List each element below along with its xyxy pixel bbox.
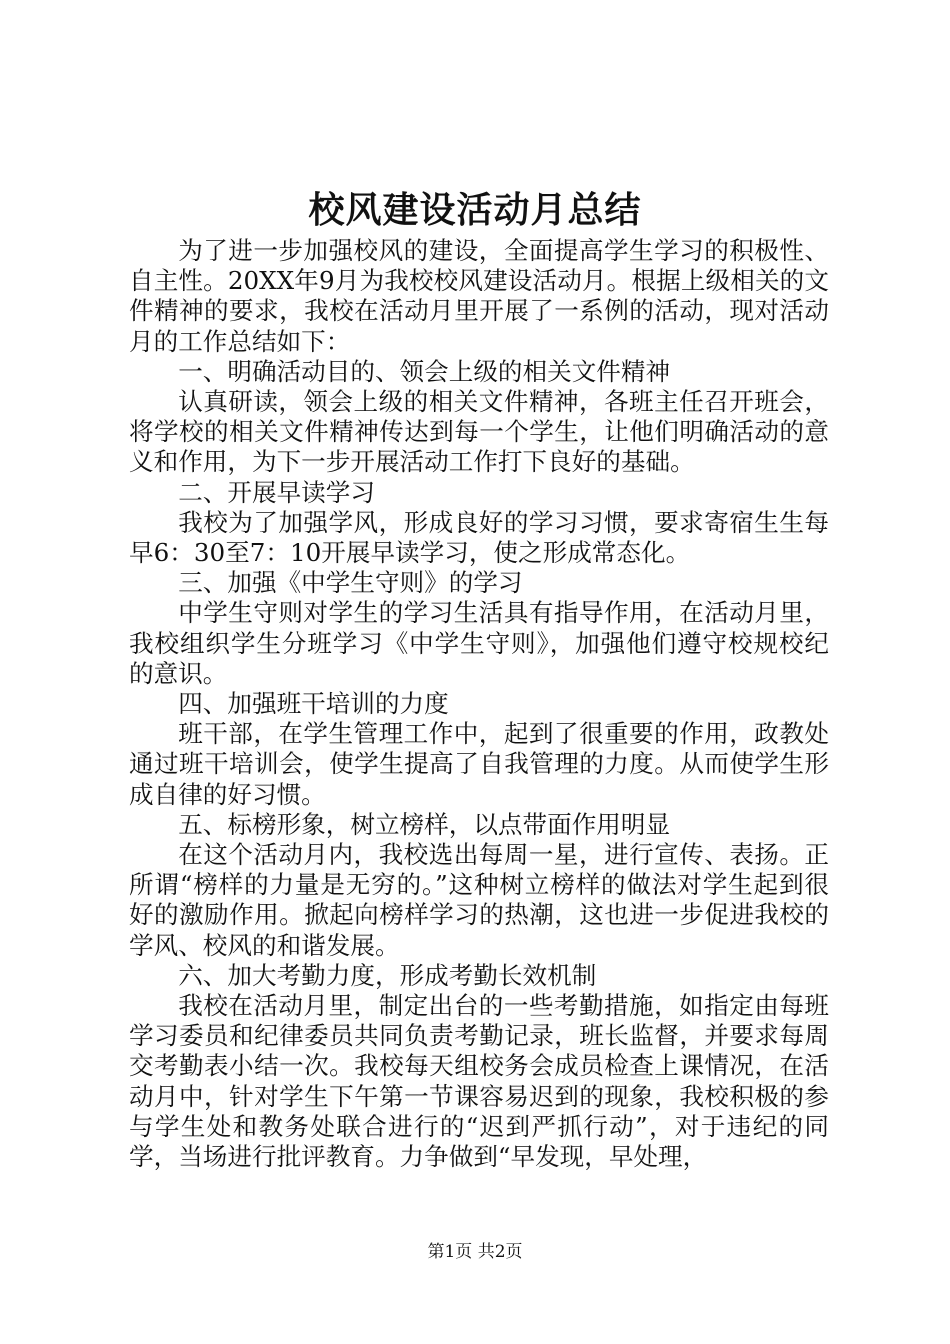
section-heading-4: 四、加强班干培训的力度 [178,689,449,719]
paragraph-1: 认真研读，领会上级的相关文件精神，各班主任召开班会，将学校的相关文件精神传达到每一个学生，让他们明确活动的意义和作用，为下一步开展活动工作打下良好的基础。 [129,387,829,477]
paragraph-intro: 为了进一步加强校风的建设，全面提高学生学习的积极性、自主性。20XX年9月为我校校风建设活动月。根据上级相关的文件精神的要求，我校在活动月里开展了一系例的活动，现对活动月的工作总结如下： [129,236,829,356]
page-number-footer: 第1页 共2页 [427,1242,523,1262]
paragraph-4: 班干部，在学生管理工作中，起到了很重要的作用，政教处通过班干培训会，使学生提高了自我管理的力度。从而使学生形成自律的好习惯。 [129,719,829,809]
section-heading-5: 五、标榜形象，树立榜样，以点带面作用明显 [178,809,671,839]
section-heading-1: 一、明确活动目的、领会上级的相关文件精神 [178,356,671,386]
paragraph-2: 我校为了加强学风，形成良好的学习习惯，要求寄宿生生每早6：30至7：10开展早读学习，使之形成常态化。 [129,507,829,568]
section-heading-3: 三、加强《中学生守则》的学习 [178,568,523,598]
paragraph-6: 我校在活动月里，制定出台的一些考勤措施，如指定由每班学习委员和纪律委员共同负责考勤记录，班长监督，并要求每周交考勤表小结一次。我校每天组校务会成员检查上课情况，在活动月中，针对学生下午第一节课容易迟到的现象，我校积极的参与学生处和教务处联合进行的“迟到严抓行动”，对于违纪的同学，当场进行批评教育。力争做到“早发现，早处理， [129,991,829,1172]
section-heading-2: 二、开展早读学习 [178,477,375,507]
paragraph-3: 中学生守则对学生的学习生活具有指导作用，在活动月里，我校组织学生分班学习《中学生守则》，加强他们遵守校规校纪的意识。 [129,598,829,688]
document-title: 校风建设活动月总结 [308,189,642,231]
document-body [129,236,829,1172]
paragraph-5: 在这个活动月内，我校选出每周一星，进行宣传、表扬。正所谓“榜样的力量是无穷的。”这种树立榜样的做法对学生起到很好的激励作用。掀起向榜样学习的热潮，这也进一步促进我校的学风、校风的和谐发展。 [129,840,829,960]
section-heading-6: 六、加大考勤力度，形成考勤长效机制 [178,960,597,990]
